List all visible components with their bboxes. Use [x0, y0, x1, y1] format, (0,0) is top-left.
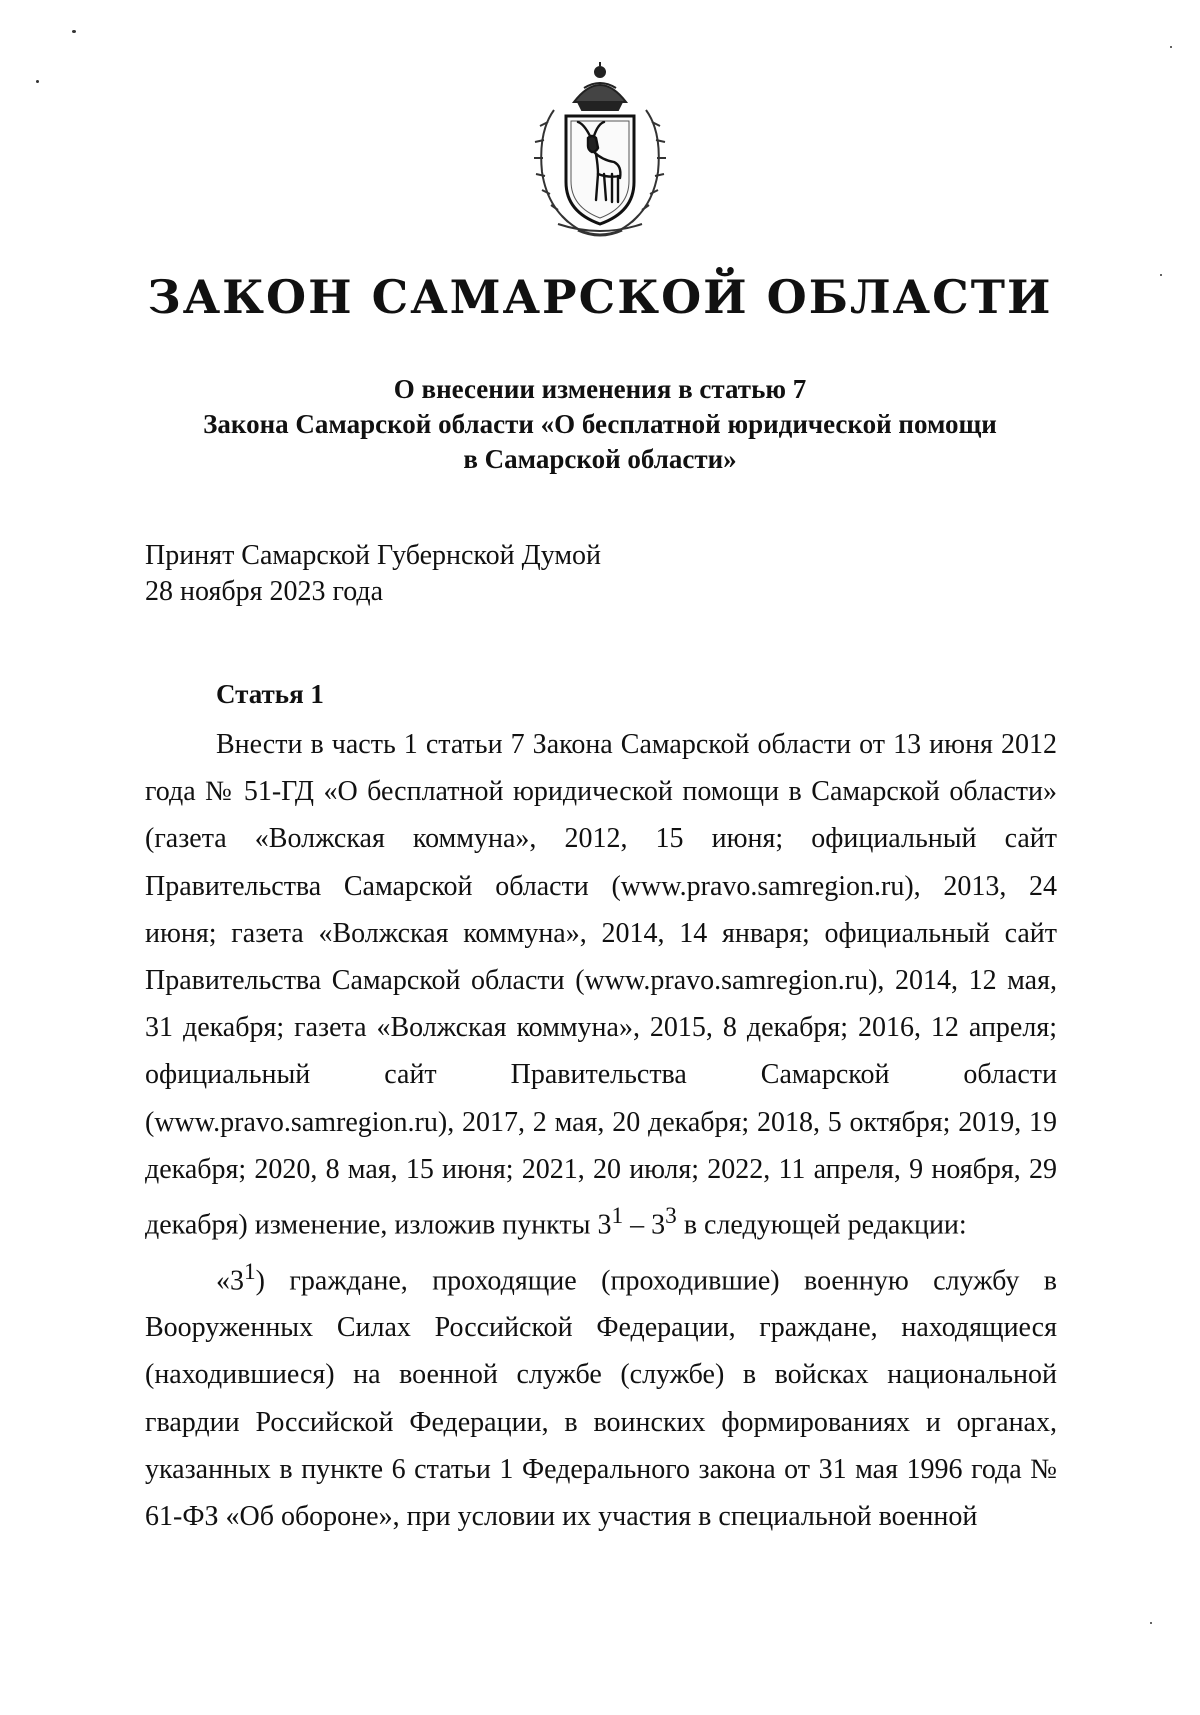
article-heading: Статья 1: [216, 679, 324, 709]
adoption-date: 28 ноября 2023 года: [145, 576, 384, 607]
adopted-by: Принят Самарской Губернской Думой: [145, 540, 602, 571]
scan-speck: [36, 80, 39, 83]
scan-speck: [1160, 274, 1162, 276]
scan-speck: [72, 30, 76, 33]
article-body: [145, 721, 1057, 1540]
subtitle-line: в Самарской области»: [463, 444, 737, 474]
subtitle-line: Закона Самарской области «О бесплатной юридической помощи: [203, 409, 997, 439]
subtitle-line: О внесении изменения в статью 7: [393, 374, 807, 404]
adoption-statement: [145, 538, 601, 610]
article-paragraph: Внести в часть 1 статьи 7 Закона Самарской области от 13 июня 2012 года № 51-ГД «О бесплатной юридической помощи в Самарской области» (газета «Волжская коммуна», 2012, 15 июня; официальный сайт Правительства Самарской области (www.pravo.samregion.ru), 2013, 24 июня; газета «Волжская коммуна», 2014, 14 января; официальный сайт Правительства Самарской области (www.pravo.samregion.ru), 2014, 12 мая, 31 декабря; газета «Волжская коммуна», 2015, 8 декабря; 2016, 12 апреля; официальный сайт Правительства Самарской области (www.pravo.samregion.ru), 2017, 2 мая, 20 декабря; 2018, 5 октября; 2019, 19 декабря; 2020, 8 мая, 15 июня; 2021, 20 июля; 2022, 11 апреля, 9 ноября, 29 декабря) изменение, изложив пункты $3^1 - 3^3$ в следующей редакции:: [145, 729, 1057, 1241]
law-title: ЗАКОН САМАРСКОЙ ОБЛАСТИ: [147, 270, 1053, 324]
samara-coat-of-arms-emblem: [518, 62, 682, 242]
law-subtitle: [145, 372, 1055, 477]
scan-speck: [1170, 46, 1172, 48]
scan-speck: [1150, 1622, 1152, 1624]
article-paragraph: «$3^1$) граждане, проходящие (проходившие) военную службу в Вооруженных Силах Российской Федерации, граждане, находящиеся (находившиеся) на военной службе (службе) в войсках национальной гвардии Российской Федерации, в воинских формированиях и органах, указанных в пункте 6 статьи 1 Федерального закона от 31 мая 1996 года № 61-ФЗ «Об обороне», при условии их участия в специальной военной: [145, 1258, 1057, 1532]
